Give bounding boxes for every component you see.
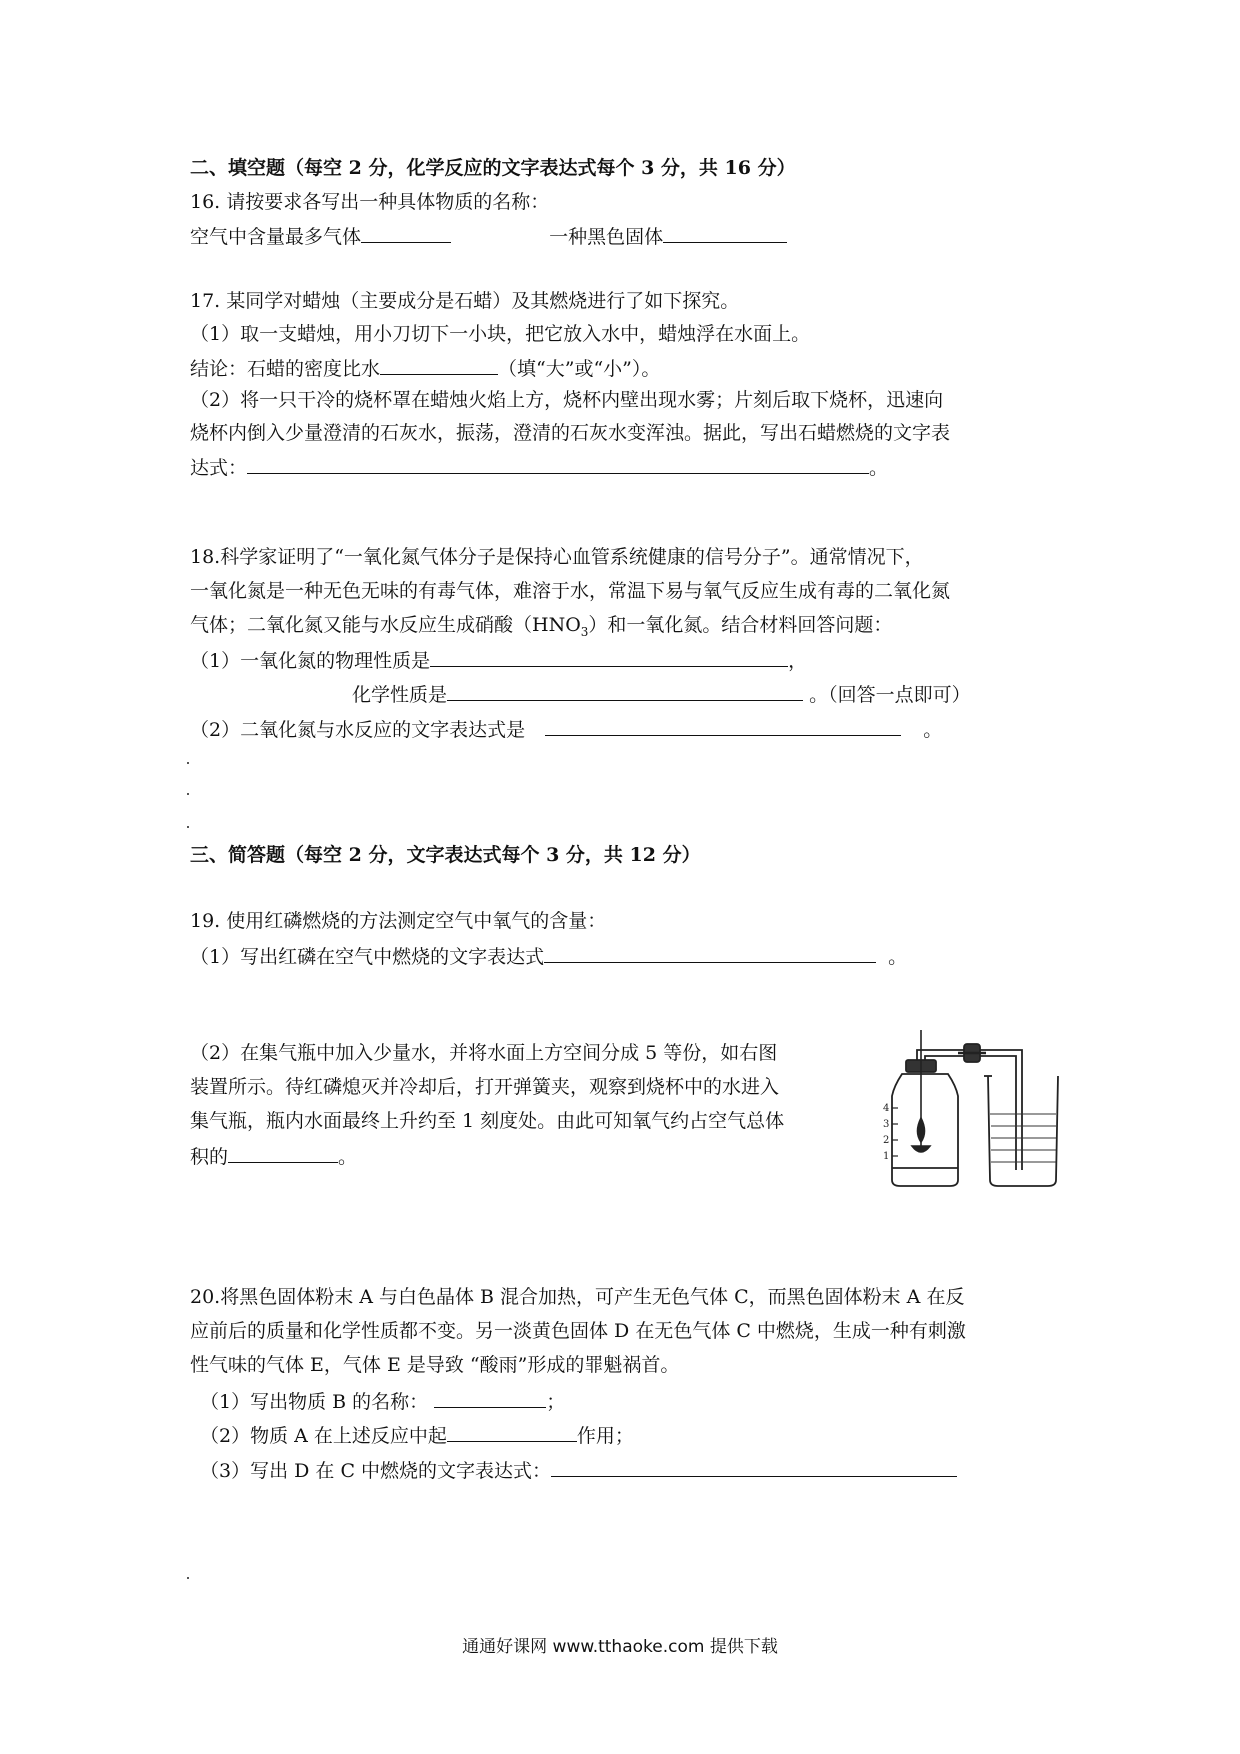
q18-part2 <box>190 715 942 743</box>
apparatus-diagram <box>872 1030 1072 1190</box>
q17-part1: （1）取一支蜡烛，用小刀切下一小块，把它放入水中，蜡烛浮在水面上。 <box>190 323 811 345</box>
q19-blank-volume[interactable] <box>228 1142 338 1163</box>
footer-source: 通通好课网 www.tthaoke.com 提供下载 <box>462 1637 778 1657</box>
q20-line3: 性气味的气体 E，气体 E 是导致 “酸雨”形成的罪魁祸首。 <box>190 1354 680 1376</box>
q16-items <box>190 222 787 250</box>
beaker-water <box>990 1114 1056 1162</box>
q18-blank-physical[interactable] <box>430 646 788 667</box>
q20-line2: 应前后的质量和化学性质都不变。另一淡黄色固体 D 在无色气体 C 中燃烧，生成一种有刺激 <box>190 1320 966 1342</box>
q17-stem: 17. 某同学对蜡烛（主要成分是石蜡）及其燃烧进行了如下探究。 <box>190 290 740 312</box>
q19-part1 <box>190 942 907 970</box>
q19-part1-label: （1）写出红磷在空气中燃烧的文字表达式 <box>190 946 545 968</box>
q20-line1: 20.将黑色固体粉末 A 与白色晶体 B 混合加热，可产生无色气体 C，而黑色固体粉末 A 在反 <box>190 1286 965 1308</box>
q18-line2: 一氧化氮是一种无色无味的有毒气体，难溶于水，常温下易与氧气反应生成有毒的二氧化氮 <box>190 580 951 602</box>
q18-blank-chemical[interactable] <box>447 680 803 701</box>
q17-expression-label: 达式： <box>190 457 248 479</box>
q18-part1b <box>352 680 971 708</box>
gas-jar <box>892 1060 958 1186</box>
q16-stem: 16. 请按要求各写出一种具体物质的名称： <box>190 191 550 213</box>
q17-part2-line3 <box>190 453 888 481</box>
q18-chemical-label: 化学性质是 <box>352 684 448 706</box>
q20-part1 <box>200 1387 565 1415</box>
scan-dot <box>187 762 189 764</box>
q18-line3 <box>190 612 892 645</box>
jar-scale <box>892 1108 898 1156</box>
q20-part2 <box>200 1421 634 1449</box>
q16-item1-label: 空气中含量最多气体 <box>190 226 362 248</box>
q17-blank-expression[interactable] <box>247 453 869 474</box>
q19-volume-label: 积的 <box>190 1146 229 1168</box>
q19-part1-end: 。 <box>888 946 908 968</box>
q18-reaction-end: 。 <box>923 719 943 741</box>
section-2-heading: 二、填空题（每空 2 分，化学反应的文字表达式每个 3 分，共 16 分） <box>190 157 796 179</box>
q18-line3-text-end: ）和一氧化氮。结合材料回答问题： <box>588 614 893 636</box>
scan-dot <box>187 793 189 795</box>
q17-conclusion-hint: （填“大”或“小”）。 <box>498 358 661 380</box>
q20-blank-b[interactable] <box>434 1387 546 1408</box>
q20-part3-label: （3）写出 D 在 C 中燃烧的文字表达式： <box>200 1460 552 1482</box>
scan-dot <box>187 1577 189 1579</box>
q19-part2-line1: （2）在集气瓶中加入少量水，并将水面上方空间分成 5 等份，如右图 <box>190 1042 778 1064</box>
q20-part1-end: ； <box>546 1391 566 1413</box>
q17-conclusion <box>190 354 660 382</box>
q20-part1-label: （1）写出物质 B 的名称： <box>200 1391 429 1413</box>
scale-label: 4 <box>883 1103 890 1114</box>
q19-stem: 19. 使用红磷燃烧的方法测定空气中氧气的含量： <box>190 910 607 932</box>
q16-blank-1[interactable] <box>361 222 451 243</box>
q19-part2-line4 <box>190 1142 357 1170</box>
q19-part2-line2: 装置所示。待红磷熄灭并冷却后，打开弹簧夹，观察到烧杯中的水进入 <box>190 1076 780 1098</box>
q18-part1 <box>190 646 807 674</box>
scan-dot <box>187 826 189 828</box>
q20-part3 <box>200 1456 957 1484</box>
q17-part2-line1: （2）将一只干冷的烧杯罩在蜡烛火焰上方，烧杯内壁出现水雾；片刻后取下烧杯，迅速向 <box>190 389 944 411</box>
q19-blank-expression[interactable] <box>544 942 876 963</box>
q16-blank-2[interactable] <box>663 222 787 243</box>
q17-part2-line2: 烧杯内倒入少量澄清的石灰水，振荡，澄清的石灰水变浑浊。据此，写出石蜡燃烧的文字表 <box>190 422 951 444</box>
q19-volume-end: 。 <box>338 1146 358 1168</box>
q18-comma: ， <box>788 650 808 672</box>
q18-reaction-label: （2）二氧化氮与水反应的文字表达式是 <box>190 719 526 741</box>
q20-part2-end: 作用； <box>576 1425 634 1447</box>
q18-line3-text: 气体；二氧化氮又能与水反应生成硝酸（HNO <box>190 614 581 636</box>
q18-subscript: 3 <box>580 624 589 639</box>
section-3-heading: 三、简答题（每空 2 分，文字表达式每个 3 分，共 12 分） <box>190 844 701 866</box>
q20-part2-label: （2）物质 A 在上述反应中起 <box>200 1425 447 1447</box>
q17-expression-end: 。 <box>869 457 889 479</box>
q16-item2-label: 一种黑色固体 <box>549 226 664 248</box>
q20-blank-expression[interactable] <box>551 1456 957 1477</box>
q18-line1: 18.科学家证明了“一氧化氮气体分子是保持心血管系统健康的信号分子”。通常情况下， <box>190 546 924 568</box>
scale-label: 3 <box>883 1119 890 1130</box>
q18-physical-label: （1）一氧化氮的物理性质是 <box>190 650 431 672</box>
scale-label: 1 <box>883 1151 890 1162</box>
q18-chemical-hint: 。（回答一点即可） <box>809 684 971 706</box>
q18-blank-reaction[interactable] <box>545 715 901 736</box>
beaker <box>984 1076 1058 1186</box>
combustion-spoon <box>912 1030 930 1152</box>
q19-part2-line3: 集气瓶，瓶内水面最终上升约至 1 刻度处。由此可知氧气约占空气总体 <box>190 1110 785 1132</box>
q17-conclusion-label: 结论：石蜡的密度比水 <box>190 358 381 380</box>
q20-blank-role[interactable] <box>447 1421 577 1442</box>
q17-blank-density[interactable] <box>380 354 498 375</box>
scale-label: 2 <box>883 1135 890 1146</box>
